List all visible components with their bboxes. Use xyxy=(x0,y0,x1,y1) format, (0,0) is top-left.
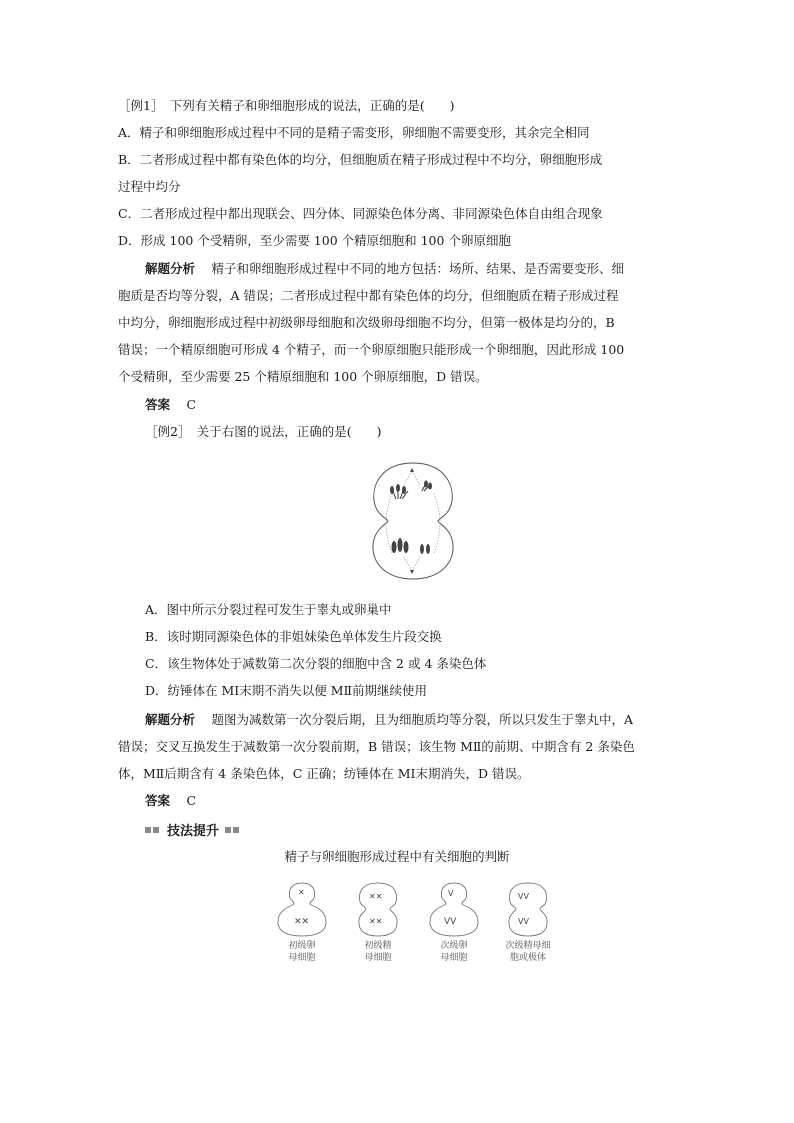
cell-caption-line: 母细胞 xyxy=(288,953,316,963)
example2-analysis-line-0: 题图为减数第一次分裂后期，且为细胞质均等分裂，所以只发生于睾丸中，A xyxy=(211,712,634,727)
cell-figure-secondary-spermatocyte xyxy=(500,880,556,964)
svg-text:ᐯᐯ: ᐯᐯ xyxy=(518,892,529,901)
example1-analysis-line-1: 胞质是否均等分裂，A 错误；二者形成过程中都有染色体的均分，但细胞质在精子形成过程 xyxy=(118,288,619,303)
example1-option-b: B．二者形成过程中都有染色体的均分，但细胞质在精子形成过程中不均分，卵细胞形成 xyxy=(118,152,603,167)
example1-analysis-first-line xyxy=(145,260,705,278)
example2-option-b: B．该时期同源染色体的非姐妹染色单体发生片段交换 xyxy=(145,629,442,644)
cell-caption-secondary-oocyte xyxy=(426,940,482,964)
example1-answer-value: C xyxy=(186,397,197,412)
cell-caption-line: 初级精 xyxy=(364,941,392,951)
cell-caption-line: 母细胞 xyxy=(440,953,468,963)
cell-type-figures xyxy=(268,880,568,970)
example1-answer-label: 答案 xyxy=(145,397,171,412)
svg-text:✕: ✕ xyxy=(298,888,305,897)
example2-answer-value: C xyxy=(186,793,197,808)
example2-option-c: C．该生物体处于减数第二次分裂的细胞中含 2 或 4 条染色体 xyxy=(145,656,487,671)
example1-option-a: A．精子和卵细胞形成过程中不同的是精子需变形，卵细胞不需要变形，其余完全相同 xyxy=(118,125,590,140)
cell-caption-line: 母细胞 xyxy=(364,953,392,963)
example2-answer-row xyxy=(145,792,705,810)
cell-figure-primary-spermatocyte xyxy=(350,880,406,964)
example2-analysis-label: 解题分析 xyxy=(145,712,196,727)
example2-analysis-line-1: 错误；交叉互换发生于减数第一次分裂前期，B 错误；该生物 MⅡ的前期、中期含有 2 条染色 xyxy=(118,739,635,754)
svg-text:ᐯᐯ: ᐯᐯ xyxy=(444,917,457,927)
cell-caption-primary-spermatocyte xyxy=(350,940,406,964)
example2-option-d: D．纺锤体在 MⅠ末期不消失以便 MⅡ前期继续使用 xyxy=(145,683,428,698)
example1-analysis-line-4: 个受精卵，至少需要 25 个精原细胞和 100 个卵原细胞，D 错误。 xyxy=(118,369,488,384)
heading-right-decoration xyxy=(225,822,241,837)
svg-text:✕✕: ✕✕ xyxy=(294,917,310,927)
example1-question: ［例1］ 下列有关精子和卵细胞形成的说法，正确的是( ) xyxy=(118,98,455,113)
meiosis-anaphase-figure xyxy=(368,461,458,585)
svg-text:ᐯ: ᐯ xyxy=(448,889,454,898)
svg-text:✕✕: ✕✕ xyxy=(369,892,383,901)
cell-caption-line: 初级卵 xyxy=(288,941,316,951)
cell-caption-secondary-spermatocyte xyxy=(500,940,556,964)
example1-option-c: C．二者形成过程中都出现联会、四分体、同源染色体分离、非同源染色体自由组合现象 xyxy=(118,206,603,221)
example1-answer-row xyxy=(145,396,705,414)
example1-analysis-label: 解题分析 xyxy=(145,261,196,276)
tips-heading-text: 技法提升 xyxy=(167,823,220,839)
example2-analysis-first-line xyxy=(145,711,705,729)
example1-option-b-cont: 过程中均分 xyxy=(118,179,181,194)
example2-analysis-line-2: 体，MⅡ后期含有 4 条染色体，C 正确；纺锤体在 MⅠ末期消失，D 错误。 xyxy=(118,766,530,781)
tips-heading xyxy=(145,820,241,838)
cell-caption-line: 次级精母细 xyxy=(505,941,551,951)
example1-analysis-line-0: 精子和卵细胞形成过程中不同的地方包括：场所、结果、是否需要变形、细 xyxy=(211,261,625,276)
example2-option-a: A．图中所示分裂过程可发生于睾丸或卵巢中 xyxy=(145,602,392,617)
example2-question: ［例2］ 关于右图的说法，正确的是( ) xyxy=(145,424,382,439)
svg-text:ᐯᐯ: ᐯᐯ xyxy=(518,917,529,926)
example1-analysis-line-2: 中均分，卵细胞形成过程中初级卵母细胞和次级卵母细胞不均分，但第一极体是均分的，B xyxy=(118,315,615,330)
heading-left-decoration xyxy=(145,822,161,837)
example1-analysis-line-3: 错误；一个精原细胞可形成 4 个精子，而一个卵原细胞只能形成一个卵细胞，因此形成 100 xyxy=(118,342,625,357)
cell-caption-line: 胞或极体 xyxy=(509,953,546,963)
example1-option-d: D．形成 100 个受精卵，至少需要 100 个精原细胞和 100 个卵原细胞 xyxy=(118,233,511,248)
example2-answer-label: 答案 xyxy=(145,793,171,808)
cell-caption-line: 次级卵 xyxy=(440,941,468,951)
svg-text:✕✕: ✕✕ xyxy=(369,917,383,926)
cell-figure-primary-oocyte xyxy=(274,880,330,964)
cell-caption-primary-oocyte xyxy=(274,940,330,964)
cell-figure-secondary-oocyte xyxy=(426,880,482,964)
tips-title: 精子与卵细胞形成过程中有关细胞的判断 xyxy=(284,849,510,864)
